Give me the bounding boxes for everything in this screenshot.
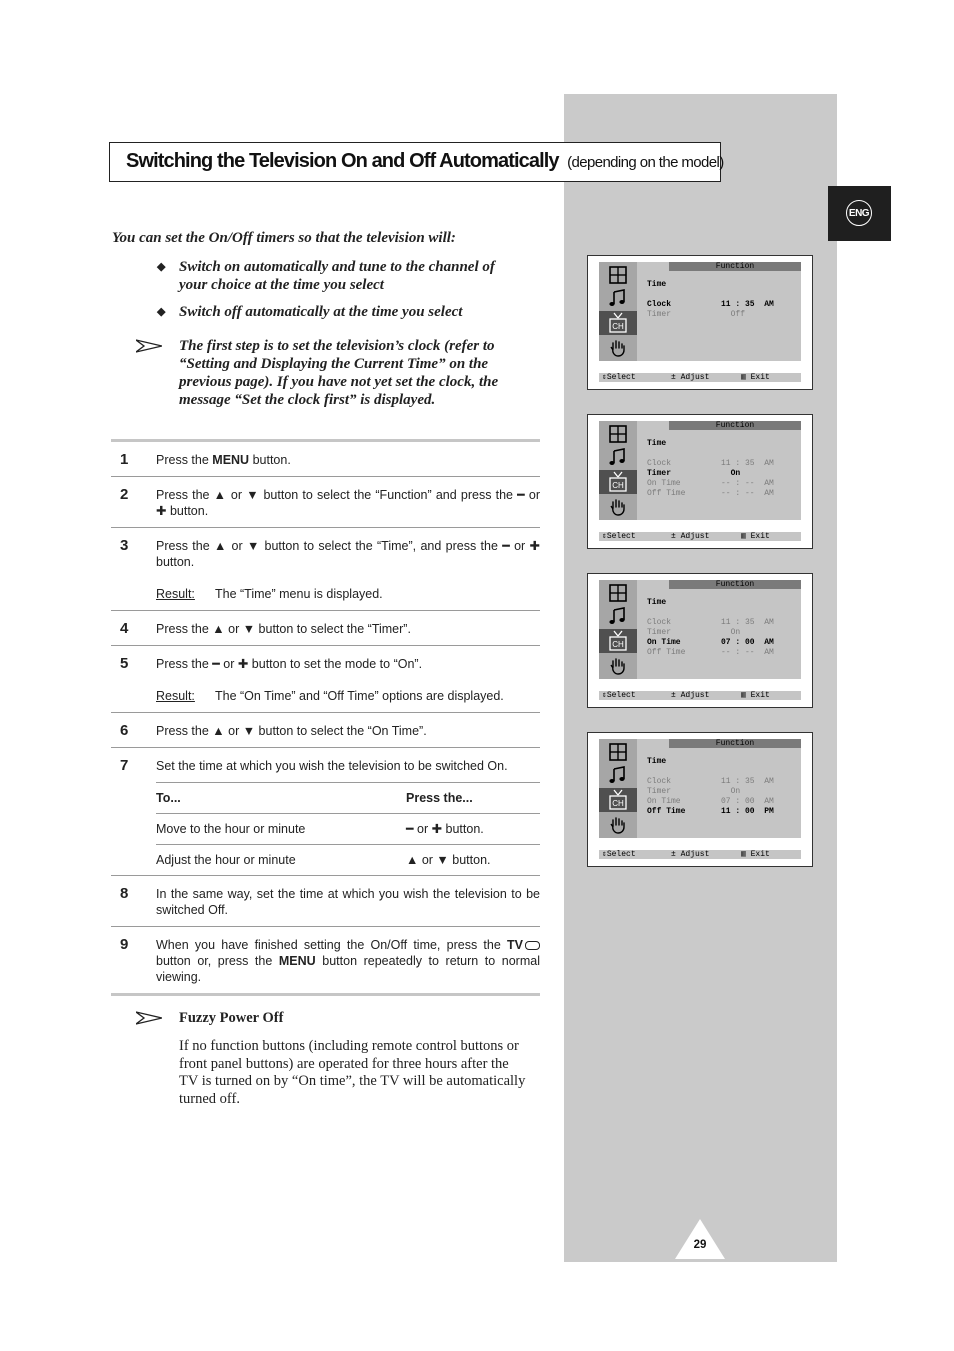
step-number: 1 bbox=[120, 451, 129, 468]
osd-icon-column bbox=[599, 262, 637, 361]
picture-menu-icon bbox=[608, 265, 628, 285]
step-text: Press the ▲ or ▼ button to select the “Function” and press the ━ or ✚ button. bbox=[156, 488, 540, 518]
sound-menu-icon bbox=[608, 765, 628, 785]
osd-exit-hint: ▥ Exit bbox=[741, 532, 770, 541]
osd-function-bar: Function bbox=[669, 580, 801, 589]
setup-hand-icon bbox=[608, 497, 628, 517]
svg-text:CH: CH bbox=[612, 640, 624, 649]
osd-screen-1 bbox=[587, 255, 813, 390]
osd-help-bar bbox=[599, 850, 801, 859]
osd-icon-column bbox=[599, 739, 637, 838]
diamond-bullet-icon: ◆ bbox=[157, 306, 166, 318]
page-subtitle: (depending on the model) bbox=[567, 154, 724, 171]
key-table-header bbox=[156, 782, 540, 813]
bullet-text: Switch on automatically and tune to the channel of your choice at the time you select bbox=[179, 259, 495, 293]
osd-menu-row: Timer On bbox=[647, 628, 741, 637]
step-text: Press the bbox=[156, 453, 213, 467]
result-text: The “On Time” and “Off Time” options are displayed. bbox=[215, 689, 504, 703]
step-text: button or, press the bbox=[156, 954, 279, 968]
sound-menu-icon bbox=[608, 447, 628, 467]
osd-function-bar: Function bbox=[669, 739, 801, 748]
osd-menu-area bbox=[599, 262, 801, 361]
tv-button-label: TV bbox=[507, 938, 523, 952]
menu-button-label: MENU bbox=[212, 453, 250, 467]
osd-icon-column bbox=[599, 580, 637, 679]
osd-menu-row: On Time -- : -- AM bbox=[647, 479, 774, 488]
osd-menu-row: Off Time -- : -- AM bbox=[647, 489, 774, 498]
channel-menu-icon bbox=[599, 311, 637, 335]
step-text: Set the time at which you wish the television to be switched On. bbox=[156, 759, 508, 773]
setup-hand-icon bbox=[608, 338, 628, 358]
step-8 bbox=[111, 875, 540, 926]
osd-menu-area bbox=[599, 421, 801, 520]
osd-menu-row: Timer Off bbox=[647, 310, 746, 319]
osd-select-hint: ⇕Select bbox=[602, 691, 636, 700]
step-text: Press the ▲ or ▼ button to select the “On Time”. bbox=[156, 724, 427, 738]
osd-help-bar bbox=[599, 373, 801, 382]
picture-menu-icon bbox=[608, 583, 628, 603]
osd-time-heading: Time bbox=[647, 757, 667, 766]
osd-time-heading: Time bbox=[647, 439, 667, 448]
setup-hand-icon bbox=[608, 656, 628, 676]
osd-adjust-hint: ± Adjust bbox=[671, 532, 710, 541]
key-table-row bbox=[156, 844, 540, 875]
step-number: 3 bbox=[120, 537, 129, 554]
osd-help-bar bbox=[599, 691, 801, 700]
osd-help-bar bbox=[599, 532, 801, 541]
step-number: 5 bbox=[120, 655, 129, 672]
osd-menu-row: On Time 07 : 00 AM bbox=[647, 797, 774, 806]
sound-menu-icon bbox=[608, 288, 628, 308]
picture-menu-icon bbox=[608, 742, 628, 762]
clock-note: The first step is to set the television’s clock (refer to “Setting and Displaying the Current Time” on the previous page). If you have not yet set the clock, the message “Set the clock first” is displayed. bbox=[179, 338, 499, 408]
step-9 bbox=[111, 926, 540, 993]
fuzzy-power-off-title: Fuzzy Power Off bbox=[179, 1010, 284, 1026]
osd-screen-2 bbox=[587, 414, 813, 549]
note-arrow-icon bbox=[136, 1011, 162, 1025]
step-number: 7 bbox=[120, 757, 129, 774]
bullet-text: Switch off automatically at the time you select bbox=[179, 304, 463, 320]
step-text: In the same way, set the time at which you wish the television to be switched Off. bbox=[156, 887, 540, 917]
osd-menu-row: Timer On bbox=[647, 787, 741, 796]
page-number: 29 bbox=[693, 1239, 707, 1251]
osd-menu-area bbox=[599, 739, 801, 838]
channel-menu-icon bbox=[599, 470, 637, 494]
language-badge: ENG bbox=[846, 200, 872, 226]
osd-menu-row: Timer On bbox=[647, 469, 741, 478]
intro-text: You can set the On/Off timers so that the television will: bbox=[112, 230, 456, 246]
osd-menu-row: Clock 11 : 35 AM bbox=[647, 300, 774, 309]
osd-function-bar: Function bbox=[669, 262, 801, 271]
osd-select-hint: ⇕Select bbox=[602, 850, 636, 859]
channel-menu-icon bbox=[599, 788, 637, 812]
sound-menu-icon bbox=[608, 606, 628, 626]
osd-icon-column bbox=[599, 421, 637, 520]
step-text: When you have finished setting the On/Off time, press the bbox=[156, 938, 508, 952]
result-label: Result: bbox=[156, 689, 195, 703]
osd-menu-row: Clock 11 : 35 AM bbox=[647, 459, 774, 468]
key-table-col-to: To... bbox=[156, 791, 181, 805]
tv-icon bbox=[525, 941, 540, 950]
result-label: Result: bbox=[156, 587, 195, 601]
osd-adjust-hint: ± Adjust bbox=[671, 850, 710, 859]
osd-exit-hint: ▥ Exit bbox=[741, 850, 770, 859]
diamond-bullet-icon: ◆ bbox=[157, 261, 166, 273]
step-1 bbox=[111, 442, 540, 476]
osd-exit-hint: ▥ Exit bbox=[741, 691, 770, 700]
key-table-action: Move to the hour or minute bbox=[156, 822, 306, 836]
osd-time-heading: Time bbox=[647, 280, 667, 289]
key-table-keys: ▲ or ▼ button. bbox=[406, 853, 491, 867]
step-3 bbox=[111, 527, 540, 610]
osd-menu-row: On Time 07 : 00 AM bbox=[647, 638, 774, 647]
note-arrow-icon bbox=[136, 339, 162, 353]
osd-function-bar: Function bbox=[669, 421, 801, 430]
step-number: 4 bbox=[120, 620, 129, 637]
step-text: Press the ━ or ✚ button to set the mode to “On”. bbox=[156, 657, 423, 671]
svg-text:CH: CH bbox=[612, 799, 624, 808]
channel-menu-icon bbox=[599, 629, 637, 653]
key-table-action: Adjust the hour or minute bbox=[156, 853, 296, 867]
step-text: button repeatedly to return to normal viewing. bbox=[156, 954, 540, 984]
osd-menu-row: Clock 11 : 35 AM bbox=[647, 777, 774, 786]
setup-hand-icon bbox=[608, 815, 628, 835]
step-text: Press the ▲ or ▼ button to select the “Timer”. bbox=[156, 622, 411, 636]
result-text: The “Time” menu is displayed. bbox=[215, 587, 383, 601]
step-7 bbox=[111, 747, 540, 875]
key-table bbox=[156, 782, 540, 875]
osd-menu-row: Off Time -- : -- AM bbox=[647, 648, 774, 657]
osd-select-hint: ⇕Select bbox=[602, 373, 636, 382]
step-number: 9 bbox=[120, 936, 129, 953]
osd-menu-area bbox=[599, 580, 801, 679]
step-2 bbox=[111, 476, 540, 527]
step-4 bbox=[111, 610, 540, 645]
step-6 bbox=[111, 712, 540, 747]
osd-exit-hint: ▥ Exit bbox=[741, 373, 770, 382]
svg-text:CH: CH bbox=[612, 481, 624, 490]
language-tab bbox=[828, 186, 891, 241]
step-text: Press the ▲ or ▼ button to select the “Time”, and press the ━ or ✚ button. bbox=[156, 539, 540, 569]
osd-screen-3 bbox=[587, 573, 813, 708]
key-table-col-press: Press the... bbox=[406, 791, 473, 805]
osd-menu-row: Off Time 11 : 00 PM bbox=[647, 807, 774, 816]
step-number: 8 bbox=[120, 885, 129, 902]
step-text: button. bbox=[249, 453, 291, 467]
osd-screen-4 bbox=[587, 732, 813, 867]
picture-menu-icon bbox=[608, 424, 628, 444]
osd-adjust-hint: ± Adjust bbox=[671, 373, 710, 382]
osd-time-heading: Time bbox=[647, 598, 667, 607]
osd-select-hint: ⇕Select bbox=[602, 532, 636, 541]
step-number: 2 bbox=[120, 486, 129, 503]
steps-table bbox=[111, 439, 540, 996]
key-table-keys: ━ or ✚ button. bbox=[406, 822, 484, 836]
page-number-marker bbox=[674, 1218, 726, 1260]
page-title-box bbox=[109, 142, 724, 182]
key-table-row bbox=[156, 813, 540, 844]
fuzzy-power-off-text: If no function buttons (including remote control buttons or front panel buttons) are operated for three hours after the TV is turned on by “On time”, the TV will be automatically turned off. bbox=[179, 1038, 526, 1107]
step-number: 6 bbox=[120, 722, 129, 739]
menu-button-label: MENU bbox=[278, 954, 316, 968]
osd-menu-row: Clock 11 : 35 AM bbox=[647, 618, 774, 627]
osd-adjust-hint: ± Adjust bbox=[671, 691, 710, 700]
step-5 bbox=[111, 645, 540, 712]
page-title: Switching the Television On and Off Automatically bbox=[126, 150, 559, 172]
svg-text:CH: CH bbox=[612, 322, 624, 331]
